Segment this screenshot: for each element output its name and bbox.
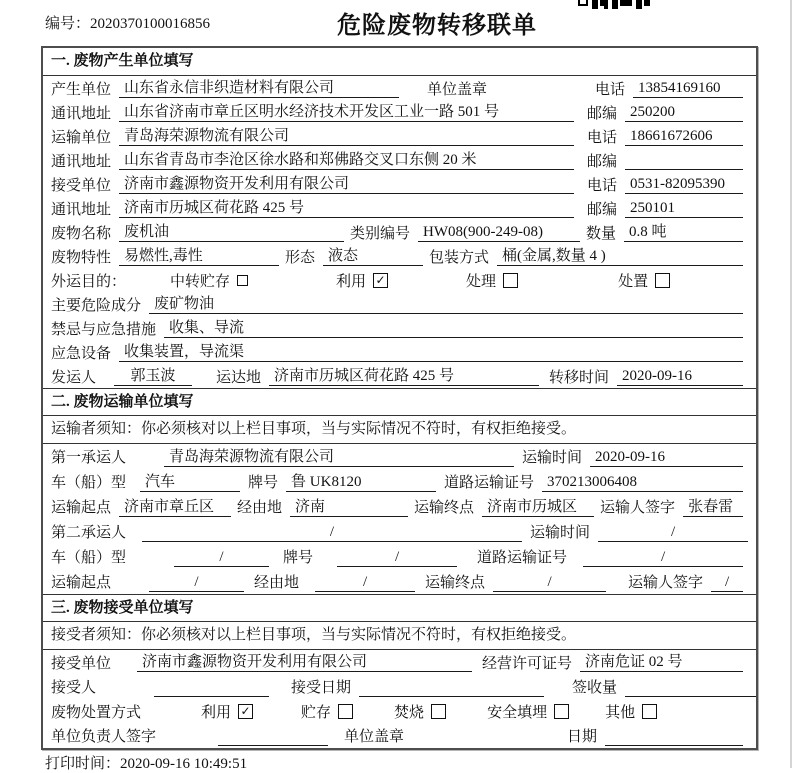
disposal-method-row <box>43 699 756 724</box>
field-value: 250101 <box>625 198 743 218</box>
producer-unit-row <box>43 76 756 100</box>
accept-unit-row <box>43 650 756 675</box>
spacer <box>388 280 466 281</box>
spacer <box>253 711 301 712</box>
spacer <box>134 556 174 557</box>
spacer <box>119 662 137 663</box>
spacer <box>328 735 344 736</box>
field-label: 道路运输证号 <box>477 550 568 566</box>
waste-properties-row <box>43 244 756 268</box>
field-label: 通讯地址 <box>51 153 112 170</box>
field-value: / <box>583 547 743 567</box>
spacer <box>104 686 154 687</box>
field-label: 运输人签字 <box>628 575 704 591</box>
field-label: 电话 <box>595 81 626 98</box>
checkbox-incinerate <box>394 701 446 722</box>
field-label: 产生单位 <box>51 81 112 98</box>
field-value: 郭玉波 <box>114 366 192 386</box>
field-value <box>605 726 743 746</box>
spacer <box>353 711 394 712</box>
unchecked-box-icon <box>554 704 569 719</box>
field-label: 主要危险成分 <box>51 297 142 314</box>
field-label: 运输人签字 <box>600 500 676 516</box>
checkbox-label: 焚烧 <box>394 704 425 721</box>
receiver-unit-row <box>43 172 756 196</box>
field-value: 山东省济南市章丘区明水经济技术开发区工业一路 501 号 <box>119 102 574 122</box>
field-label: 运输时间 <box>530 525 591 541</box>
field-label: 废物处置方式 <box>51 704 142 721</box>
field-label: 运输时间 <box>522 450 583 466</box>
transport-address-row <box>43 148 756 172</box>
field-value <box>359 677 544 697</box>
spacer <box>244 581 254 582</box>
field-value: / <box>142 522 522 542</box>
spacer <box>514 456 522 457</box>
field-label: 禁忌与应急措施 <box>51 321 157 338</box>
outbound-purpose-row <box>43 268 756 292</box>
field-label: 接受单位 <box>51 177 112 194</box>
field-label: 经由地 <box>237 500 283 516</box>
checkbox-dispose <box>618 270 670 291</box>
field-value: 2020-09-16 <box>590 447 743 467</box>
spacer <box>574 112 587 113</box>
field-value: 2020-09-16 <box>617 366 743 386</box>
field-label: 形态 <box>285 249 316 266</box>
section-header: 三. 废物接受单位填写 <box>43 594 756 622</box>
spacer <box>436 481 444 482</box>
spacer <box>134 531 142 532</box>
field-label: 运输终点 <box>425 575 486 591</box>
field-label: 经由地 <box>254 575 300 591</box>
field-value: 桶(金属,数量 4 ) <box>497 246 743 266</box>
field-value: / <box>711 572 743 592</box>
field-label: 接受日期 <box>291 680 352 697</box>
first-carrier-row <box>43 444 756 469</box>
field-value: 13854169160 <box>633 78 743 98</box>
spacer <box>134 456 164 457</box>
field-value: 济南市鑫源物资开发利用有限公司 <box>119 174 574 194</box>
producer-address-row <box>43 100 756 124</box>
checkbox-store <box>301 701 353 722</box>
field-label: 车（船）型 <box>51 550 127 566</box>
checkbox-utilize-2 <box>201 701 253 722</box>
field-label: 牌号 <box>248 475 279 491</box>
qr-code-fragment <box>578 0 650 10</box>
field-value: HW08(900-249-08) <box>418 222 580 242</box>
field-label: 运输起点 <box>51 500 112 516</box>
spacer <box>574 184 587 185</box>
shipper-row <box>43 364 756 388</box>
unchecked-box-icon <box>431 704 446 719</box>
spacer <box>472 662 482 663</box>
field-label: 接受人 <box>51 680 97 697</box>
field-label: 接受单位 <box>51 655 112 672</box>
field-label: 经营许可证号 <box>482 655 573 672</box>
field-label: 数量 <box>586 225 617 242</box>
field-value: / <box>315 572 415 592</box>
print-time-value: 2020-09-16 10:49:51 <box>120 756 248 772</box>
vehicle-1-row <box>43 469 756 494</box>
checkbox-utilize <box>336 270 388 291</box>
checkbox-treat <box>466 270 518 291</box>
form-box <box>41 46 758 750</box>
checkbox-label: 其他 <box>605 704 636 721</box>
print-time <box>45 752 247 773</box>
checked-box-icon: ✓ <box>238 704 253 719</box>
route-2-row <box>43 569 756 594</box>
spacer <box>104 376 114 377</box>
spacer <box>119 581 149 582</box>
field-value: 370213006408 <box>542 472 743 492</box>
spacer <box>575 556 583 557</box>
field-value: / <box>149 572 244 592</box>
field-value: 液态 <box>323 246 423 266</box>
field-value: / <box>598 522 748 542</box>
field-label: 通讯地址 <box>51 105 112 122</box>
spacer <box>574 136 587 137</box>
page-title: 危险废物转移联单 <box>337 13 537 39</box>
field-value: 废矿物油 <box>149 294 743 314</box>
spacer <box>248 280 336 281</box>
main-hazard-component-row <box>43 292 756 316</box>
field-label: 运输起点 <box>51 575 112 591</box>
field-label: 通讯地址 <box>51 201 112 218</box>
field-label: 邮编 <box>587 153 618 170</box>
field-value: / <box>337 547 457 567</box>
field-value: 0.8 吨 <box>624 222 743 242</box>
company-stamp-label: 单位盖章 <box>344 729 405 746</box>
field-label: 签收量 <box>572 680 618 697</box>
field-value: 山东省永信非织造材料有限公司 <box>119 78 399 98</box>
spacer <box>539 376 549 377</box>
spacer <box>269 686 291 687</box>
section-header: 二. 废物运输单位填写 <box>43 388 756 416</box>
field-label: 第二承运人 <box>51 525 127 541</box>
field-value: 0531-82095390 <box>625 174 743 194</box>
unchecked-box-icon <box>655 273 670 288</box>
checkbox-safe-landfill <box>487 701 569 722</box>
checkbox-label: 利用 <box>201 704 232 721</box>
spacer <box>134 280 170 281</box>
field-label: 第一承运人 <box>51 450 127 466</box>
field-value <box>154 677 269 697</box>
field-label: 电话 <box>587 129 618 146</box>
second-carrier-row <box>43 519 756 544</box>
field-value: 18661672606 <box>625 126 743 146</box>
field-value: 250200 <box>625 102 743 122</box>
field-label: 包装方式 <box>429 249 490 266</box>
page-edge-line <box>790 0 792 768</box>
field-label: 道路运输证号 <box>444 475 535 491</box>
receiver-address-row <box>43 196 756 220</box>
transport-unit-row <box>43 124 756 148</box>
unchecked-box-icon <box>642 704 657 719</box>
emergency-equipment-row <box>43 340 756 364</box>
field-value <box>625 150 743 170</box>
field-label: 日期 <box>567 729 598 746</box>
field-label: 牌号 <box>283 550 314 566</box>
section-header: 一. 废物产生单位填写 <box>43 48 756 76</box>
spacer <box>412 735 567 736</box>
field-label: 废物特性 <box>51 249 112 266</box>
taboo-emergency-measures-row <box>43 316 756 340</box>
field-value <box>625 677 756 697</box>
field-value: 收集装置，导流渠 <box>119 342 743 362</box>
spacer <box>574 160 587 161</box>
field-value: 鲁 UK8120 <box>286 472 436 492</box>
spacer <box>307 581 315 582</box>
field-label: 类别编号 <box>350 225 411 242</box>
checkbox-label: 贮存 <box>301 704 332 721</box>
unchecked-box-icon <box>503 273 518 288</box>
accept-person-row <box>43 675 756 700</box>
field-label: 车（船）型 <box>51 475 127 491</box>
field-value: 济南市鑫源物资开发利用有限公司 <box>137 652 472 672</box>
spacer <box>606 581 628 582</box>
print-time-label: 打印时间： <box>45 756 121 772</box>
spacer <box>457 556 477 557</box>
section-notice: 接受者须知：你必须核对以上栏目事项，当与实际情况不符时，有权拒绝接受。 <box>43 622 756 650</box>
spacer <box>164 735 218 736</box>
waste-name-row <box>43 220 756 244</box>
field-label: 外运目的： <box>51 273 127 290</box>
field-value: 易燃性,毒性 <box>119 246 279 266</box>
field-label: 发运人 <box>51 369 97 386</box>
spacer <box>522 531 530 532</box>
vehicle-2-row <box>43 544 756 569</box>
field-label: 单位负责人签字 <box>51 729 157 746</box>
spacer <box>446 711 487 712</box>
checkbox-label: 中转贮存 <box>170 273 231 290</box>
unchecked-box-icon <box>338 704 353 719</box>
spacer <box>574 208 587 209</box>
field-value: 张春雷 <box>683 497 743 517</box>
field-label: 邮编 <box>587 105 618 122</box>
spacer <box>495 88 595 89</box>
field-value: 山东省青岛市李沧区徐水路和郑佛路交叉口东侧 20 米 <box>119 150 574 170</box>
spacer <box>192 376 216 377</box>
checkbox-transit-storage <box>170 270 248 291</box>
spacer <box>415 581 425 582</box>
field-label: 废物名称 <box>51 225 112 242</box>
spacer <box>518 280 618 281</box>
company-stamp-label: 单位盖章 <box>427 81 488 98</box>
spacer <box>321 556 337 557</box>
spacer <box>240 481 248 482</box>
field-value: 济南市历城区 <box>482 497 594 517</box>
checkbox-other <box>605 701 657 722</box>
field-value: 青岛海荣源物流有限公司 <box>119 126 574 146</box>
field-label: 邮编 <box>587 201 618 218</box>
field-label: 转移时间 <box>549 369 610 386</box>
spacer <box>269 556 283 557</box>
field-value: 汽车 <box>140 472 240 492</box>
route-1-row <box>43 494 756 519</box>
field-value: 济南 <box>290 497 408 517</box>
checkbox-label: 利用 <box>336 273 367 290</box>
spacer <box>149 711 201 712</box>
field-label: 运输单位 <box>51 129 112 146</box>
checkbox-label: 处理 <box>466 273 497 290</box>
checkbox-label: 安全填埋 <box>487 704 548 721</box>
field-label: 运达地 <box>216 369 262 386</box>
responsible-signature-row <box>43 724 756 749</box>
field-value: 收集、导流 <box>164 318 743 338</box>
unchecked-box-icon <box>237 275 248 286</box>
field-label: 电话 <box>587 177 618 194</box>
field-value <box>218 726 328 746</box>
section-notice: 运输者须知：你必须核对以上栏目事项，当与实际情况不符时，有权拒绝接受。 <box>43 416 756 444</box>
serial-number <box>45 12 210 33</box>
field-label: 应急设备 <box>51 345 112 362</box>
field-value: 济南市历城区荷花路 425 号 <box>269 366 539 386</box>
field-value: 济南市章丘区 <box>119 497 231 517</box>
field-value: 青岛海荣源物流有限公司 <box>164 447 514 467</box>
serial-value: 2020370100016856 <box>90 16 211 32</box>
field-label: 运输终点 <box>414 500 475 516</box>
spacer <box>544 686 572 687</box>
field-value: / <box>493 572 606 592</box>
spacer <box>399 88 427 89</box>
field-value: 济南市历城区荷花路 425 号 <box>119 198 574 218</box>
field-value: / <box>174 547 269 567</box>
field-value: 济南危证 02 号 <box>580 652 743 672</box>
checkbox-label: 处置 <box>618 273 649 290</box>
checked-box-icon: ✓ <box>373 273 388 288</box>
spacer <box>569 711 605 712</box>
field-value: 废机油 <box>119 222 344 242</box>
serial-label: 编号： <box>45 16 91 32</box>
